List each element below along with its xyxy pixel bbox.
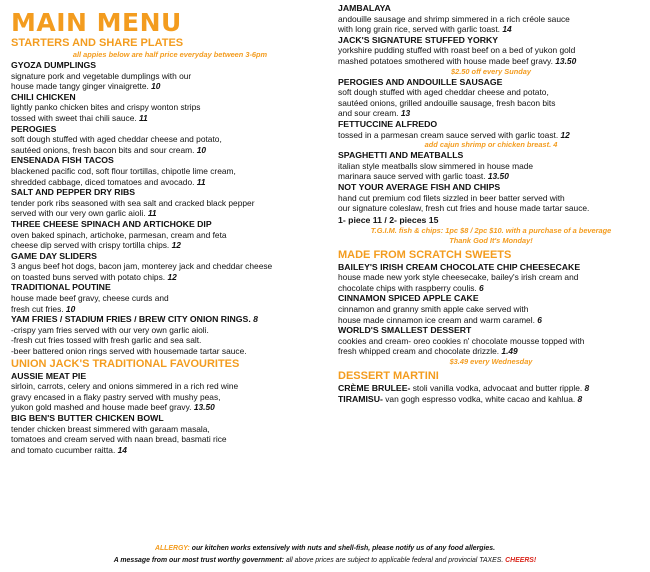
item-price: 11 xyxy=(147,208,157,219)
item-name xyxy=(338,150,644,161)
item-name-text: JACK'S SIGNATURE STUFFED YORKY xyxy=(338,34,499,45)
menu-item xyxy=(11,413,329,455)
item-description-text: soft dough stuffed with aged cheddar cheese and potato, sautéed onions, grilled andouille sausage, fresh bacon bits and sour cream. xyxy=(338,87,556,119)
item-name-text: YAM FRIES / STADIUM FRIES / BREW CITY ONION RINGS. xyxy=(11,314,251,325)
item-name xyxy=(11,155,329,166)
item-note: add cajun shrimp or chicken breast. 4 xyxy=(424,140,558,150)
menu-item xyxy=(11,60,329,92)
item-name-text: GAME DAY SLIDERS xyxy=(11,250,97,261)
allergy-label: ALLERGY: xyxy=(154,545,190,552)
martini-description: stoli vanilla vodka, advocaat and butter ripple. xyxy=(410,383,583,394)
cheers-text: CHEERS! xyxy=(503,557,537,564)
item-description-text: cinnamon and granny smith apple cake served with house made cinnamon ice cream and warm caramel. xyxy=(338,304,535,325)
item-note: $2.50 off every Sunday xyxy=(451,66,531,76)
martini-name: TIRAMISU- xyxy=(338,393,383,404)
menu-item xyxy=(338,77,644,119)
item-name-text: FETTUCCINE ALFREDO xyxy=(338,118,438,129)
item-name xyxy=(11,282,329,293)
item-price: 11 xyxy=(139,112,148,123)
item-description-text: andouille sausage and shrimp simmered in a rich créole sauce with long grain rice, served with garlic toast. xyxy=(338,13,570,35)
item-name-text: WORLD'S SMALLEST DESSERT xyxy=(338,325,472,336)
martini-item xyxy=(338,383,644,394)
item-description-text: tossed in a parmesan cream sauce served with garlic toast. xyxy=(338,129,559,140)
item-price: 11 xyxy=(196,176,206,187)
item-description xyxy=(11,230,329,251)
item-description xyxy=(338,193,644,214)
item-price: 13.50 xyxy=(193,402,215,413)
item-description-text: soft dough stuffed with aged cheddar cheese and potato, sautéed onions, fresh bacon bits and sour cream. xyxy=(11,134,222,155)
fish-note: T.G.I.M. fish & chips: 1pc $8 / 2pc $10. with a purchase of a beverage Thank God It's Monday! xyxy=(370,225,612,245)
item-price: 13.50 xyxy=(555,55,577,66)
item-description-text: yorkshire pudding stuffed with roast beef on a bed of yukon gold mashed potatoes smothered with house made beef gravy. xyxy=(338,45,576,66)
menu-item xyxy=(11,155,329,187)
menu-item xyxy=(11,371,329,413)
martini-price: 8 xyxy=(577,393,583,404)
menu-item xyxy=(11,282,329,314)
item-name-text: SPAGHETTI AND MEATBALLS xyxy=(338,150,464,161)
item-name xyxy=(338,182,644,193)
item-name xyxy=(11,371,329,382)
menu-item xyxy=(11,124,329,156)
item-name-text: JAMBALAYA xyxy=(338,3,391,13)
item-description xyxy=(338,130,644,141)
item-description-text: house made beef gravy, cheese curds and fresh cut fries. xyxy=(11,293,169,314)
item-description xyxy=(338,45,644,66)
item-description xyxy=(11,166,329,187)
item-description xyxy=(338,336,644,357)
item-description xyxy=(338,161,644,182)
item-description-text: house made new york style cheesecake, bailey's irish cream and chocolate chips with raspberry coulis. xyxy=(338,272,579,293)
allergy-text: our kitchen works extensively with nuts and shell-fish, please notify us of any food allergies. xyxy=(189,545,496,552)
martini-name: CRÈME BRULEE- xyxy=(338,383,411,394)
item-name-text: TRADITIONAL POUTINE xyxy=(11,282,111,293)
item-name-text: THREE CHEESE SPINACH AND ARTICHOKE DIP xyxy=(11,218,212,229)
menu-item xyxy=(338,325,644,367)
item-price: 10 xyxy=(151,81,161,92)
item-name xyxy=(338,77,644,88)
martini-item xyxy=(338,394,644,405)
item-name-text: BIG BEN'S BUTTER CHICKEN BOWL xyxy=(11,413,164,423)
item-description-text: blackened pacific cod, soft flour tortillas, chipotle lime cream, shredded cabbage, diced tomatoes and avocado. xyxy=(11,165,236,187)
menu-item xyxy=(11,187,329,219)
item-name-text: PEROGIES xyxy=(11,123,57,134)
menu-item xyxy=(11,219,329,251)
item-price: 14 xyxy=(117,444,127,455)
martini-price: 8 xyxy=(584,383,590,394)
item-name xyxy=(11,92,329,103)
item-name xyxy=(11,413,329,424)
menu-item xyxy=(338,3,644,35)
item-description xyxy=(11,424,329,456)
item-name-text: BAILEY'S IRISH CREAM CHOCOLATE CHIP CHEESECAKE xyxy=(338,261,581,272)
item-description xyxy=(11,325,329,357)
item-description xyxy=(11,293,329,314)
item-description-text: lightly panko chicken bites and crispy wonton strips tossed with sweet thai chili sauce. xyxy=(11,102,201,123)
martini-description: van gogh espresso vodka, white cacao and kahlua. xyxy=(382,393,576,404)
right-column xyxy=(338,0,644,404)
item-description-text: hand cut premium cod filets sizzled in beer batter served with our signature coleslaw, fresh cut fries and house made tartar sauce. xyxy=(338,192,590,214)
left-column xyxy=(11,0,329,455)
item-description-text: sirloin, carrots, celery and onions simmered in a rich red wine gravy encased in a flaky pastry served with mushy peas, yukon gold mashed and house made beef gravy. xyxy=(11,381,239,413)
item-name xyxy=(338,3,644,14)
item-price: 13 xyxy=(400,108,411,119)
item-description xyxy=(11,261,329,282)
item-name xyxy=(11,187,329,198)
menu-title: MAIN MENU xyxy=(11,8,182,37)
item-name xyxy=(11,219,329,230)
item-description xyxy=(11,381,329,413)
item-name xyxy=(338,119,644,130)
item-price: 13.50 xyxy=(487,171,509,182)
item-name xyxy=(11,251,329,262)
martini-heading: DESSERT MARTINI xyxy=(338,370,439,383)
item-description-text: -crispy yam fries served with our very own garlic aioli. -fresh cut fries tossed with fresh garlic and sea salt. -beer battered onion rings served with housemade tartar sauce. xyxy=(11,324,247,357)
item-price: 12 xyxy=(167,271,177,282)
item-price: 10 xyxy=(65,303,76,314)
menu-item xyxy=(11,92,329,124)
starters-note: all appies below are half price everyday between 3-6pm xyxy=(72,50,268,59)
item-description xyxy=(338,14,644,35)
fish-sizes: 1- piece 11 / 2- pieces 15 xyxy=(338,214,439,225)
item-description xyxy=(11,102,329,123)
menu-item xyxy=(338,293,644,325)
starters-heading: STARTERS AND SHARE PLATES xyxy=(11,37,184,49)
menu-item xyxy=(338,35,644,77)
sweets-list xyxy=(338,262,644,367)
menu-item xyxy=(338,119,644,150)
sweets-heading: MADE FROM SCRATCH SWEETS xyxy=(338,248,512,261)
gov-text: all above prices are subject to applicable federal and provincial TAXES. xyxy=(283,557,504,564)
item-description-text: oven baked spinach, artichoke, parmesan, cream and feta cheese dip served with crispy tortilla chips. xyxy=(11,229,227,251)
item-name xyxy=(338,262,644,273)
item-name xyxy=(11,60,329,71)
gov-label: A message from our most trust worthy government: xyxy=(113,557,284,564)
item-name xyxy=(11,314,329,325)
item-price: 1.49 xyxy=(501,346,518,357)
item-description-text: 3 angus beef hot dogs, bacon jam, monterey jack and cheddar cheese on toasted buns served with potato chips. xyxy=(11,261,273,282)
item-description-text: signature pork and vegetable dumplings with our house made tangy ginger vinaigrette. xyxy=(11,70,192,92)
item-description-text: tender pork ribs seasoned with sea salt and cracked black pepper served with our very own garlic aioli. xyxy=(11,197,255,219)
item-description-text: cookies and cream- oreo cookies n' chocolate mousse topped with fresh whipped cream and chocolate drizzle. xyxy=(338,335,585,357)
item-description xyxy=(338,304,644,325)
starters-list xyxy=(11,60,329,357)
item-name xyxy=(338,325,644,336)
item-description-text: italian style meatballs slow simmered in house made marinara sauce served with garlic toast. xyxy=(338,160,534,182)
item-price: 6 xyxy=(537,314,542,325)
menu-item xyxy=(11,251,329,283)
item-name-text: CHILI CHICKEN xyxy=(11,91,76,102)
favourites-list xyxy=(11,371,329,456)
item-description xyxy=(11,134,329,155)
item-name-text: CINNAMON SPICED APPLE CAKE xyxy=(338,293,479,304)
favourites-heading: UNION JACK'S TRADITIONAL FAVOURITES xyxy=(11,357,240,370)
item-price: 8 xyxy=(253,314,258,325)
item-description xyxy=(338,272,644,293)
item-name-text: PEROGIES AND ANDOUILLE SAUSAGE xyxy=(338,76,503,87)
item-name xyxy=(338,35,644,46)
item-name xyxy=(338,293,644,304)
martini-list xyxy=(338,383,644,404)
item-name-text: AUSSIE MEAT PIE xyxy=(11,370,87,381)
item-description-text: tender chicken breast simmered with garaam masala, tomatoes and cream served with naan bread, basmati rice and tomato cucumber raitta. xyxy=(11,423,227,455)
item-description xyxy=(11,198,329,219)
menu-item xyxy=(338,262,644,294)
tax-notice xyxy=(0,556,650,566)
item-note: $3.49 every Wednesday xyxy=(449,357,533,367)
item-description xyxy=(338,87,644,119)
item-name-text: GYOZA DUMPLINGS xyxy=(11,60,97,70)
menu-item xyxy=(338,150,644,182)
item-price: 12 xyxy=(171,240,181,251)
menu-item xyxy=(338,182,644,214)
item-name xyxy=(11,124,329,135)
item-price: 6 xyxy=(479,282,484,293)
item-name-text: NOT YOUR AVERAGE FISH AND CHIPS xyxy=(338,181,501,192)
item-name-text: SALT AND PEPPER DRY RIBS xyxy=(11,187,136,198)
menu-item xyxy=(11,314,329,356)
item-description xyxy=(11,71,329,92)
item-price: 12 xyxy=(560,129,570,140)
item-price: 14 xyxy=(502,24,512,35)
allergy-notice xyxy=(0,544,650,554)
item-name-text: ENSENADA FISH TACOS xyxy=(11,155,114,166)
mains-list xyxy=(338,3,644,214)
item-price: 10 xyxy=(196,144,207,155)
